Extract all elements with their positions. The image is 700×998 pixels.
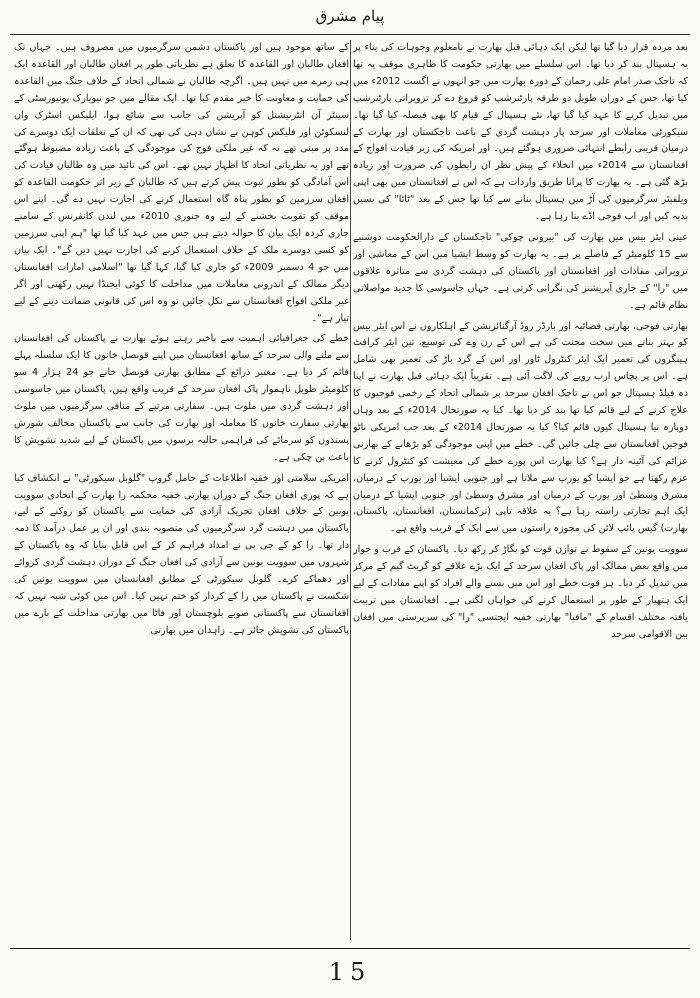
page-header	[0, 0, 700, 36]
page-number: 15	[328, 958, 372, 986]
column-divider	[350, 40, 351, 940]
paragraph: عینی ایئر بیس میں بھارت کی "بیرونی چوکی" تاجکستان کے دارالحکومت دوشنبے سے 15 کلومیٹر کے فاصلے پر ہے۔ یہ بھارت کو وسط ایشیا میں اس کے معاشی اور تزویراتی مفادات اور افغانستان اور پاکستان کی دہشت گردی سے متاثرہ علاقوں میں "را" کے جاری آپریشنز کی نگرانی کرتی ہے۔ جہاں جاسوسی کا جدید مواصلاتی نظام قائم ہے۔	[353, 231, 688, 311]
page-title: پیام مشرق	[315, 7, 385, 25]
left-column	[14, 40, 349, 940]
header-rule	[10, 34, 690, 35]
paragraph: کے ساتھ موجود ہیں اور پاکستان دشمن سرگرمیوں میں مصروف ہیں۔ جہاں تک افغان طالبان اور القاعدہ کا تعلق ہے نظریاتی طور پر افغان طالبان اور القاعدہ ایک ہی زمرے میں نہیں ہیں۔ اگرچہ طالبان نے شمالی اتحاد کے خلاف جنگ میں القاعدہ کی حمایت و معاونت کا خیر مقدم کیا تھا۔ ایک مقالے میں جو نیویارک یونیورسٹی کے سینٹر آن انٹرنیشنل کو آپریشن کی جانب سے شائع ہوا، ایلیکس اسٹرک وان لنسکوٹن اور فلیکس کوہن نے نشان دہی کی تھی کہ ان کے تعلقات ایک دوسرے کی مدد پر مبنی تھے نہ کہ غیر ملکی فوج کی موجودگی کے باعث زیادہ مضبوط ہوگئے تھے اور یہ نظریاتی اتحاد کا اظہار نہیں تھے۔ اس کی تائید میں وہ طالبان قیادت کی اس آمادگی کو بطور ثبوت پیش کرتے ہیں کہ طالبان کے زیر اثر حکومت القاعدہ کو افغان سرزمین کو بطور پناہ گاہ استعمال کرنے کی اجازت نہیں دے گی۔ اپنے اس موقف کو تقویت بخشنے کے لیے وہ جنوری 2010ء میں لندن کانفرنس کے سامنے جاری کردہ ایک بیان کا حوالہ دیتے ہیں جس میں عہد کیا گیا تھا "ہم اپنی سرزمین کو کسی دوسرے ملک کے خلاف استعمال کرنے کی اجازت نہیں دیں گے"۔ ایک بیان میں جو 4 دسمبر 2009ء کو جاری کیا گیا، کہا گیا تھا "اسلامی امارات افغانستان دیگر ممالک کے اندرونی معاملات میں مداخلت کا کوئی ایجنڈا نہیں رکھتی اور اگر غیر ملکی افواج افغانستان سے نکل جائیں تو وہ اس کی قانونی ضمانت دینے کے لیے تیار ہے"۔	[14, 42, 349, 324]
paragraph: سوویت یونین کے سقوط نے توازن قوت کو بگاڑ کر رکھ دیا۔ پاکستان کے قرب و جوار میں واقع بعض ممالک اور پاک افغان سرحد کے ایک بڑے علاقے کو گریٹ گیم کے مرکز میں تبدیل کر دیا۔ ہر قوت خطے اور اس میں بسنے والے افراد کو اپنے مفادات کے لیے ایک ہتھیار کے طور پر استعمال کرنے کی خواہاں لگتی ہے۔ افغانستان میں تربیت یافتہ مختلف اقسام کے "مافیا" بھارتی خفیہ ایجنسی "را" کی سرپرستی میں افغان بین الاقوامی سرحد	[353, 544, 688, 640]
paragraph: امریکی سلامتی اور خفیہ اطلاعات کے حامل گروپ "گلوبل سیکورٹی" نے انکشاف کیا ہے کہ پوری افغان جنگ کے دوران بھارتی خفیہ محکمہ را بھارت کے اتحادی سوویت یونین کے خلاف افغان تحریک آزادی کی حمایت سے پاکستان کو روکنے کے لیے، پاکستان میں دہشت گرد سرگرمیوں کی منصوبہ بندی اور ان پر عمل درآمد کا ذمہ دار تھا۔ را کو کے جی بی نے امداد فراہم کر کے اس قابل بنایا کہ وہ پاکستان کے شہروں میں سوویت یونین سے آزادی کی افغان جنگ کے دوران دہشت گردی کروائے اور دھماکے کرے۔ گلوبل سیکورٹی کے مطابق افغانستان میں سوویت یونین کی شکست نے پاکستان میں را کے کردار کو ختم نہیں کیا۔ اس میں کوئی شبہ نہیں کہ افغانستان سے پاکستانی صوبے بلوچستان اور فاٹا میں بھارتی مداخلت کے بارے میں پاکستان کی تشویش جائز ہے۔ زاہدان میں بھارتی	[14, 472, 349, 636]
paragraph: بھارتی فوجی، بھارتی فضائیہ اور بارڈر روڈ آرگنائزیشن کے اہلکاروں نے اس ایئر بیس کو بہتر بنانے میں سخت محنت کی ہے اس کے رن وے کی توسیع، تین ایئر کرافٹ ہینگروں کی تعمیر ایک ایئر کنٹرول ٹاور اور اس کے گرد باڑ کی تعمیر بھی شامل ہے۔ اس پر پچاس ارب روپے کی لاگت آئی ہے۔ تقریباً ایک دہائی قبل بھارت نے اپنا دہ فیلڈ ہسپتال جو اس نے تاجک افغان سرحد پر شمالی اتحاد کے زخمی فوجیوں کا علاج کرنے کے لیے قائم کیا تھا بند کر دیا تھا۔ کیا یہ صورتحال 2014ء کے بعد وہاں دوبارہ نیا ہسپتال کیوں قائم کیا؟ کیا یہ صورتحال 2014ء کے بعد جب امریکی ناٹو فوجیں افغانستان سے چلی جائیں گی۔ خطے میں اپنی موجودگی کو بڑھانے کے بھارتی عزائم کی آئینہ دار ہے؟ کیا بھارت اس پورے خطے کی معیشت کو کنٹرول کرنے کا عزم رکھتا ہے جو ایشیا کو یورپ سے ملاتا ہے اور جنوبی ایشیا اور یورپ کے درمیان، مشرق وسطیٰ اور یورپ کے درمیان اور مشرق وسطیٰ اور جنوبی ایشیا کے درمیان ایک اہم تجارتی راستہ رہا ہے؟ یہ علاقہ تاپی (ترکمانستان، افغانستان، پاکستان، بھارت) گیس پائپ لائن کی مجوزہ راستوں میں سے ایک کے قریب واقع ہے۔	[353, 320, 688, 535]
footer-rule	[10, 948, 690, 949]
page-footer	[0, 948, 700, 996]
paragraph: بعد مردہ قرار دیا گیا تھا لیکن ایک دہائی قبل بھارت نے نامعلوم وجوہات کی بناء پر یہ ہسپتال بند کر دیا تھا۔ اس سلسلے میں بھارتی حکومت کا ظاہری موقف یہ تھا کہ تاجک صدر امام علی رحمان کے دورہ بھارت میں جو انہوں نے اگست 2012ء میں کیا تھا، جس کے دوران طویل دو طرفہ پارٹنرشپ کو فروغ دے کر تزویراتی پارٹنرشپ میں تبدیل کرنے کا عہد کیا گیا تھا، نئے ہسپتال کے قیام کا بھی فیصلہ کیا گیا تھا۔ سیکورٹی معاملات اور سرحد پار دہشت گردی کے باعث تاجکستان اور بھارت کے درمیان قریبی رابطے انتہائی ضروری ہوگئے ہیں۔ اور امریکہ کی زیر قیادت افواج کے افغانستان سے 2014ء میں انخلاء کے پیش نظر ان رابطوں کی ضرورت اور زیادہ بڑھ گئی ہے۔ یہ بھارت کا پرانا طریق واردات ہے کہ اس نے افغانستان میں بھی اپنی ویلفیئر سرگرمیوں کی آڑ میں ہسپتال بنانے سے کیا تھا جس کے بعد "ٹاٹا" کی بسیں بدیہ کیں اور اب فوجی اڈے بنا رہا ہے۔	[353, 42, 688, 223]
paragraph: خطے کی جغرافیائی اہمیت سے باخبر رہتے ہوئے بھارت نے پاکستان کی افغانستان سے ملنے والی سرحد کے ساتھ افغانستان میں اپنے قونصل خانوں کا ایک سلسلہ پہلے قائم کر دیا ہے۔ معتبر ذرائع کے مطابق بھارتی قونصل خانے جو 24 ہزار 4 سو کلومیٹر طویل ناہموار پاک افغان سرحد کے قریب واقع ہیں، پاکستان میں جاسوسی اور دہشت گردی میں ملوث ہیں۔ سفارتی مرتبے کے منافی سرگرمیوں میں ملوث بھارتی سفارت خانوں کا معاملہ اور بھارت کی جانب سے پاکستان مخالف شورش پسندوں کو سرمائے کی فراہمی حالیہ برسوں میں پاکستان کے لیے شدید تشویش کا باعث بن چکی ہے۔	[14, 333, 349, 463]
right-column	[353, 40, 688, 940]
